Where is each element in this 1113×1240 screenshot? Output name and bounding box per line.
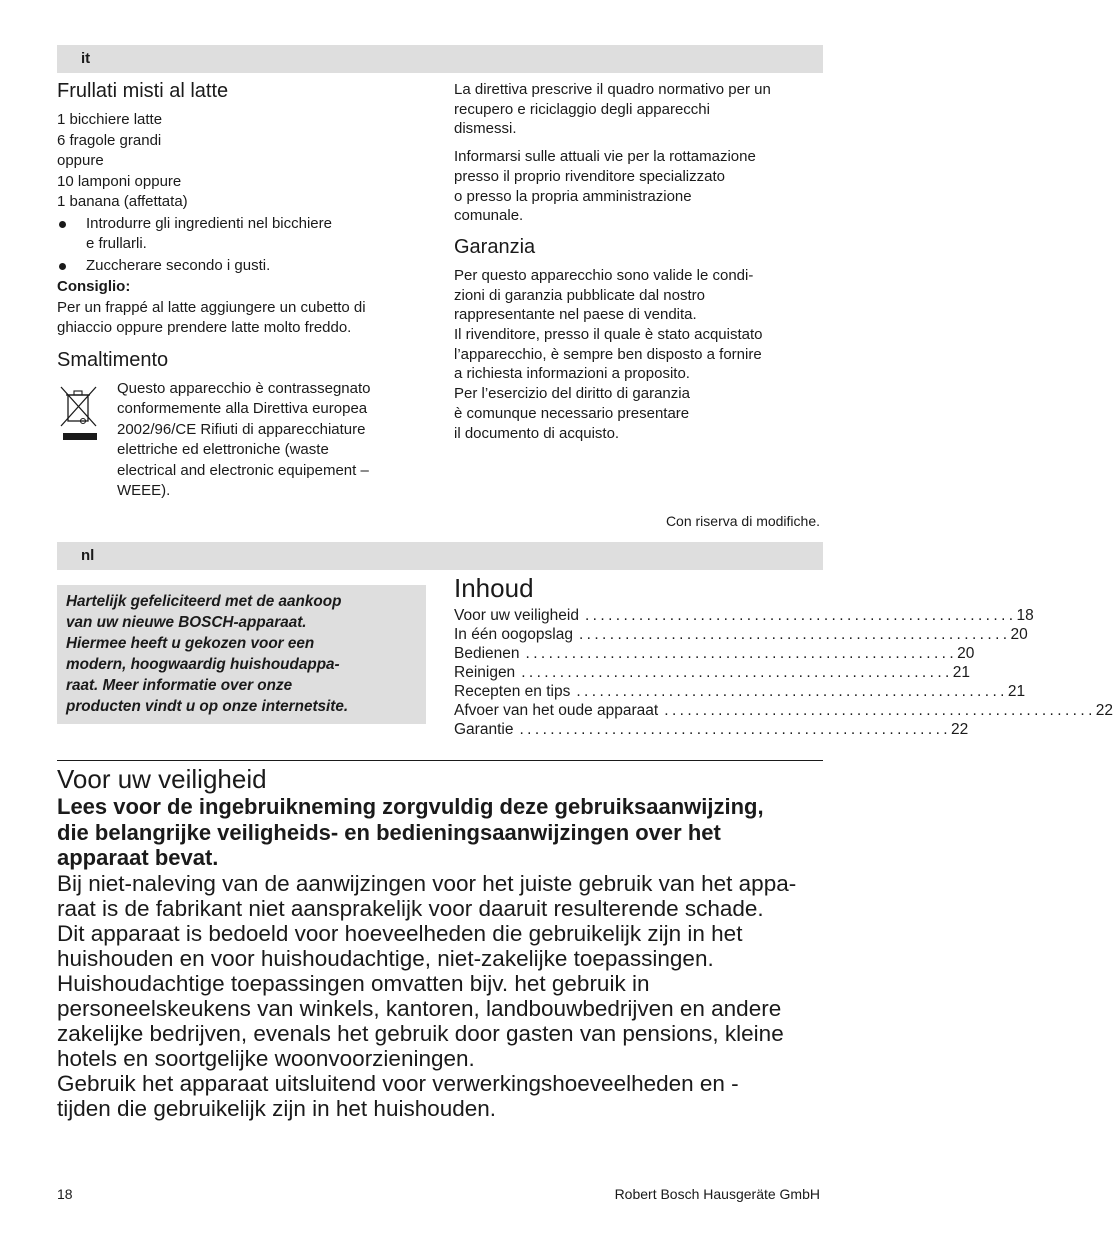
toc-item-page: 22 xyxy=(951,721,969,738)
safety-section xyxy=(57,764,827,1121)
paragraph-line: o presso la propria amministrazione xyxy=(454,187,692,205)
tip-text: ghiaccio oppure prendere latte molto freddo. xyxy=(57,319,352,336)
toc-item[interactable] xyxy=(454,663,970,682)
toc-item-page: 18 xyxy=(1016,607,1034,624)
toc-leader: ........................................................ xyxy=(521,664,953,681)
warranty-heading: Garanzia xyxy=(454,235,536,258)
paragraph-line: a richiesta informazioni a proposito. xyxy=(454,365,690,383)
ingredient-line: 1 bicchiere latte xyxy=(57,111,163,128)
disposal-text: WEEE). xyxy=(117,482,171,499)
safety-line: huishouden en voor huishoudachtige, niet-zakelijke toepassingen. xyxy=(57,945,714,971)
toc-item[interactable] xyxy=(454,682,1026,701)
toc-item-label: Bedienen xyxy=(454,645,520,662)
bullet-item xyxy=(57,214,432,255)
warning-line: die belangrijke veiligheids- en bedieningsaanwijzingen over het xyxy=(57,819,721,845)
ingredient-line: 6 fragole grandi xyxy=(57,131,162,149)
toc-leader: ........................................................ xyxy=(519,721,952,738)
warning-line: apparaat bevat. xyxy=(57,845,219,870)
intro-line: modern, hoogwaardig huishoudappa- xyxy=(66,656,340,673)
warning-line: Lees voor de ingebruikneming zorgvuldig deze gebruiksaanwijzing, xyxy=(57,794,764,819)
safety-text xyxy=(57,871,827,1121)
toc-item-page: 22 xyxy=(1095,702,1113,719)
safety-line: Gebruik het apparaat uitsluitend voor verwerkingshoeveelheden en - xyxy=(57,1070,739,1096)
paragraph-line: presso il proprio rivenditore specializzato xyxy=(454,167,725,185)
disposal-text: elettriche ed elettroniche (waste xyxy=(117,441,329,458)
crossed-bin-icon xyxy=(59,383,99,443)
disposal-text: Questo apparecchio è contrassegnato xyxy=(117,379,371,397)
paragraph-line: dismessi. xyxy=(454,120,517,138)
toc-item[interactable] xyxy=(454,720,969,739)
bullet-dot-icon xyxy=(59,221,66,228)
paragraph-line: Per questo apparecchio sono valide le condi- xyxy=(454,266,754,284)
company-name: Robert Bosch Hausgeräte GmbH xyxy=(614,1186,820,1202)
safety-line: tijden die gebruikelijk zijn in het huishouden. xyxy=(57,1095,497,1121)
ingredient-line: oppure xyxy=(57,152,104,169)
paragraph-line: Il rivenditore, presso il quale è stato acquistato xyxy=(454,326,763,344)
paragraph-line: rappresentante nel paese di vendita. xyxy=(454,306,697,324)
safety-line: raat is de fabrikant niet aansprakelijk voor daaruit resulterende schade. xyxy=(57,895,764,921)
intro-line: Hartelijk gefeliciteerd met de aankoop xyxy=(66,593,342,610)
intro-line: Hiermee heeft u gekozen voor een xyxy=(66,635,315,652)
directive-column xyxy=(454,80,829,443)
language-bar-it: it xyxy=(57,45,823,73)
safety-line: personeelskeukens van winkels, kantoren, landbouwbedrijven en andere xyxy=(57,995,782,1021)
safety-line: zakelijke bedrijven, evenals het gebruik door gasten van pensions, kleine xyxy=(57,1020,784,1046)
bullet-dot-icon xyxy=(59,263,66,270)
intro-line: raat. Meer informatie over onze xyxy=(66,677,293,694)
safety-line: hotels en soortgelijke woonvoorzieningen. xyxy=(57,1045,475,1071)
paragraph-line: l’apparecchio, è sempre ben disposto a fornire xyxy=(454,345,762,363)
ingredient-line: 1 banana (affettata) xyxy=(57,193,188,210)
page-number: 18 xyxy=(57,1186,73,1202)
toc-item-label: Reinigen xyxy=(454,664,516,681)
toc-item-label: In één oogopslag xyxy=(454,626,573,643)
toc-item-page: 20 xyxy=(957,645,975,662)
language-bar-nl: nl xyxy=(57,542,823,570)
disposal-text: conformemente alla Direttiva europea xyxy=(117,400,368,417)
toc-item-page: 21 xyxy=(952,664,970,681)
safety-line: Dit apparaat is bedoeld voor hoeveelheden die gebruikelijk zijn in het xyxy=(57,920,743,946)
intro-line: van uw nieuwe BOSCH-apparaat. xyxy=(66,614,307,631)
intro-line: producten vindt u op onze internetsite. xyxy=(66,698,349,715)
toc-leader: ........................................................ xyxy=(578,626,1011,643)
toc-leader: ........................................................ xyxy=(525,645,958,662)
toc-item[interactable] xyxy=(454,701,1113,720)
disposal-info-paragraph xyxy=(454,147,829,226)
bullet-text: Zuccherare secondo i gusti. xyxy=(86,256,271,274)
changes-reserved-note: Con riserva di modifiche. xyxy=(665,513,820,529)
toc-item-label: Afvoer van het oude apparaat xyxy=(454,702,659,719)
bullet-item xyxy=(57,256,432,277)
toc-item[interactable] xyxy=(454,625,1028,644)
congratulations-box xyxy=(57,585,426,724)
paragraph-line: zioni di garanzia pubblicate dal nostro xyxy=(454,286,705,304)
toc-item-page: 20 xyxy=(1010,626,1028,643)
safety-heading: Voor uw veiligheid xyxy=(57,764,267,794)
toc-item-label: Garantie xyxy=(454,721,514,738)
recipe-column xyxy=(57,78,432,502)
safety-warning xyxy=(57,794,827,871)
bullet-text: e frullarli. xyxy=(86,235,147,252)
paragraph-line: il documento di acquisto. xyxy=(454,424,620,442)
section-divider xyxy=(57,760,823,761)
paragraph-line: La direttiva prescrive il quadro normativo per un xyxy=(454,81,771,98)
paragraph-line: è comunque necessario presentare xyxy=(454,404,690,422)
toc-leader: ........................................................ xyxy=(664,702,1096,719)
toc-item[interactable] xyxy=(454,606,1034,625)
paragraph-line: Informarsi sulle attuali vie per la rottamazione xyxy=(454,148,756,166)
paragraph-line: Per l’esercizio del diritto di garanzia xyxy=(454,385,690,403)
toc-item-page: 21 xyxy=(1007,683,1026,700)
toc-item-label: Recepten en tips xyxy=(454,683,571,700)
tip-label: Consiglio: xyxy=(57,278,131,295)
toc-leader: ........................................................ xyxy=(576,683,1008,700)
paragraph-line: comunale. xyxy=(454,207,524,225)
table-of-contents xyxy=(454,573,1113,739)
ingredient-line: 10 lamponi oppure xyxy=(57,172,182,190)
disposal-text: electrical and electronic equipement – xyxy=(117,461,369,479)
warranty-paragraph xyxy=(454,266,829,443)
bullet-text: Introdurre gli ingredienti nel bicchiere xyxy=(86,214,332,232)
recipe-heading: Frullati misti al latte xyxy=(57,80,229,102)
weee-notice xyxy=(57,379,432,502)
directive-paragraph xyxy=(454,80,829,139)
toc-item-label: Voor uw veiligheid xyxy=(454,607,579,624)
disposal-text: 2002/96/CE Rifiuti di apparecchiature xyxy=(117,420,366,438)
safety-line: Bij niet-naleving van de aanwijzingen voor het juiste gebruik van het appa- xyxy=(57,870,797,896)
toc-leader: ........................................................ xyxy=(584,607,1017,624)
toc-title: Inhoud xyxy=(454,573,534,603)
toc-item[interactable] xyxy=(454,644,975,663)
safety-line: Huishoudachtige toepassingen omvatten bijv. het gebruik in xyxy=(57,970,650,996)
disposal-heading: Smaltimento xyxy=(57,348,169,371)
tip-text: Per un frappé al latte aggiungere un cubetto di xyxy=(57,298,366,316)
paragraph-line: recupero e riciclaggio degli apparecchi xyxy=(454,100,710,118)
